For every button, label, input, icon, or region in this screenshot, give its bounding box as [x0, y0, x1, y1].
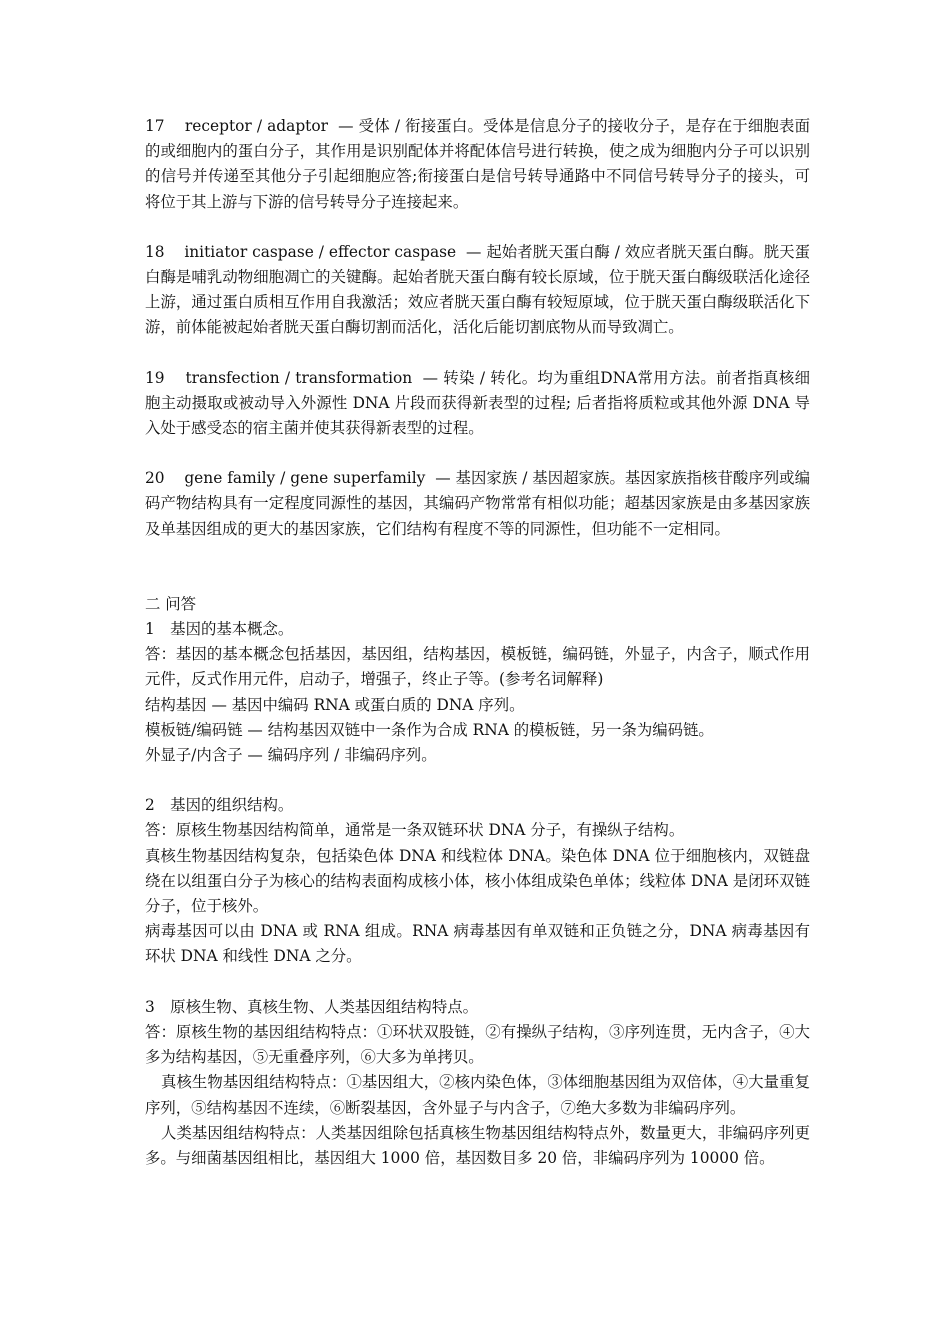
answer-paragraph: 模板链/编码链 — 结构基因双链中一条作为合成 RNA 的模板链，另一条为编码链。 [145, 720, 714, 739]
term-number: 19 [145, 368, 165, 387]
answer-paragraph: 答：基因的基本概念包括基因，基因组，结构基因，模板链，编码链，外显子，内含子，顺式作用元件，反式作用元件，启动子，增强子，终止子等。(参考名词解释) [145, 645, 810, 689]
answer-paragraph: 人类基因组结构特点：人类基因组除包括真核生物基因组结构特点外，数量更大，非编码序列更多。与细菌基因组相比，基因组大 1000 倍，基因数目多 20 倍，非编码序列为 10000 倍。 [145, 1123, 810, 1167]
question-title: 3 原核生物、真核生物、人类基因组结构特点。 [145, 997, 478, 1016]
question-title: 2 基因的组织结构。 [145, 796, 294, 815]
term-number: 17 [145, 117, 165, 135]
term-17 [145, 114, 810, 215]
term-number: 20 [145, 469, 165, 488]
term-definition: — 转染 / 转化。均为重组DNA常用方法。前者指真核细胞主动摄取或被动导入外源性 DNA 片段而获得新表型的过程; 后者指将质粒或其他外源 DNA 导入处于感受态的宿主菌并使其获得新表型的过程。 [145, 368, 810, 438]
answer-paragraph: 真核生物基因组结构特点：①基因组大，②核内染色体，③体细胞基因组为双倍体，④大量重复序列，⑤结构基因不连续，⑥断裂基因，含外显子与内含子，⑦绝大多数为非编码序列。 [145, 1073, 810, 1117]
term-english: transfection / transformation [185, 368, 413, 387]
question-title: 1 基因的基本概念。 [145, 620, 294, 639]
answer-paragraph: 外显子/内含子 — 编码序列 / 非编码序列。 [145, 746, 437, 765]
answer-paragraph: 真核生物基因结构复杂，包括染色体 DNA 和线粒体 DNA。染色体 DNA 位于细胞核内，双链盘绕在以组蛋白分子为核心的结构表面构成核小体，核小体组成染色单体；线粒体 DNA 是闭环双链分子，位于核外。 [145, 846, 810, 916]
term-18 [145, 240, 810, 341]
term-english: gene family / gene superfamily [184, 469, 426, 488]
term-number: 18 [145, 242, 165, 261]
section-heading: 二 问答 [145, 594, 197, 613]
term-definition: — 起始者胱天蛋白酶 / 效应者胱天蛋白酶。胱天蛋白酶是哺乳动物细胞凋亡的关键酶。起始者胱天蛋白酶有较长原域，位于胱天蛋白酶级联活化途径上游，通过蛋白质相互作用自我激活；效应者胱天蛋白酶有较短原域，位于胱天蛋白酶级联活化下游，前体能被起始者胱天蛋白酶切割而活化，活化后能切割底物从而导致凋亡。 [145, 242, 810, 337]
answer-paragraph: 答：原核生物基因结构简单，通常是一条双链环状 DNA 分子，有操纵子结构。 [145, 821, 685, 840]
term-english: initiator caspase / effector caspase [184, 242, 457, 261]
term-20 [145, 466, 810, 542]
term-english: receptor / adaptor [184, 117, 328, 135]
answer-paragraph: 答：原核生物的基因组结构特点：①环状双股链，②有操纵子结构，③序列连贯，无内含子，④大多为结构基因，⑤无重叠序列，⑥大多为单拷贝。 [145, 1022, 810, 1067]
term-19 [145, 366, 810, 442]
answer-paragraph: 结构基因 — 基因中编码 RNA 或蛋白质的 DNA 序列。 [145, 695, 525, 714]
answer-paragraph: 病毒基因可以由 DNA 或 RNA 组成。RNA 病毒基因有单双链和正负链之分，DNA 病毒基因有环状 DNA 和线性 DNA 之分。 [145, 922, 810, 966]
term-definition: — 基因家族 / 基因超家族。基因家族指核苷酸序列或编码产物结构具有一定程度同源性的基因，其编码产物常常有相似功能；超基因家族是由多基因家族及单基因组成的更大的基因家族，它们结构有程度不等的同源性，但功能不一定相同。 [145, 469, 810, 538]
term-definition: — 受体 / 衔接蛋白。受体是信息分子的接收分子，是存在于细胞表面的或细胞内的蛋白分子，其作用是识别配体并将配体信号进行转换，使之成为细胞内分子可以识别的信号并传递至其他分子引起细胞应答;衔接蛋白是信号转导通路中不同信号转导分子的接头，可将位于其上游与下游的信号转导分子连接起来。 [145, 117, 810, 211]
document-body [145, 114, 810, 1171]
